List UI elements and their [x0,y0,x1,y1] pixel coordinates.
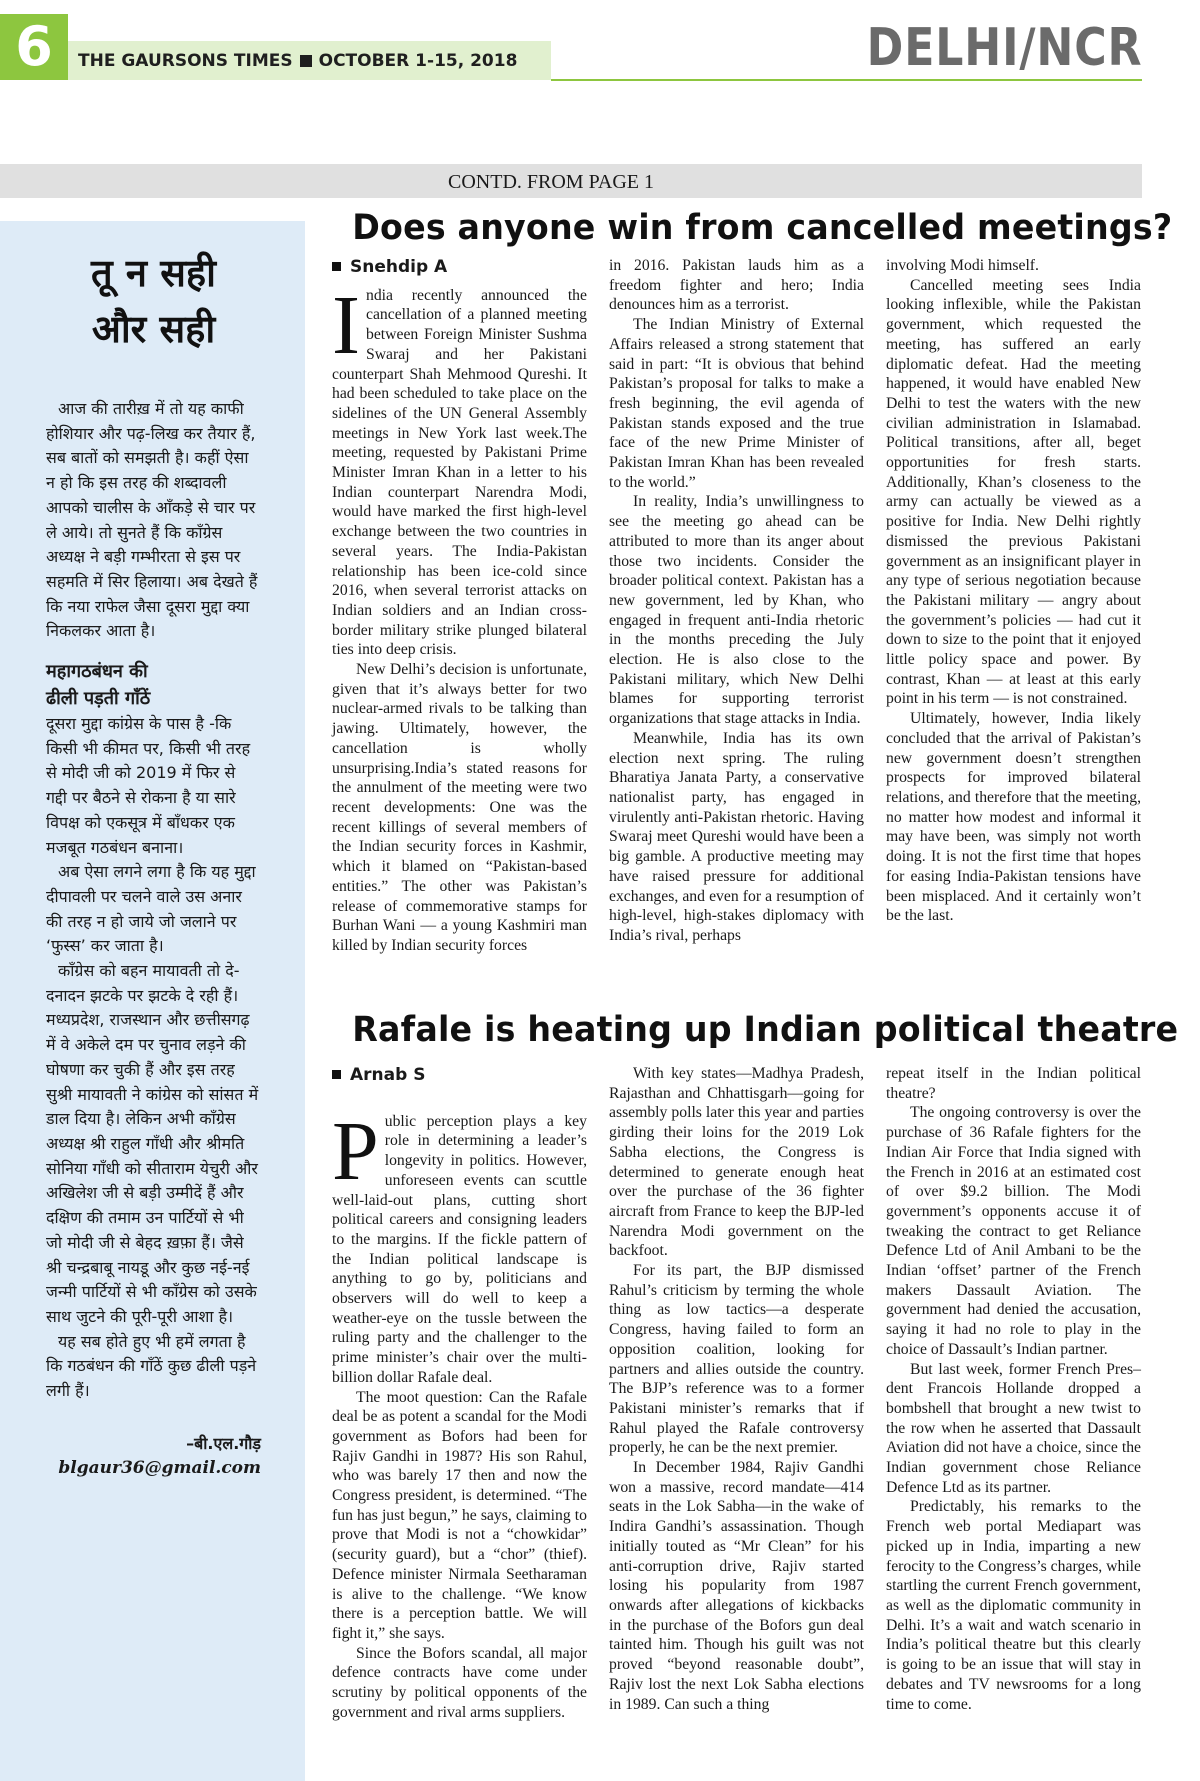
contd-label: CONTD. FROM PAGE 1 [0,164,1142,198]
article-paragraph-text: ublic perception plays a key role in determining a leader’s longevity in politics. However, unforeseen events can scuttle well-laid-out plans, cutting short political careers and consigning leaders to the margins. If the fickle pattern of the Indian political landscape is anything to go by, politicians and observers will do well to keep a weather-eye on the tussle between the ruling party and the challenger to the prime minister’s chair over the multi-billion dollar Rafale deal. [332,1112,587,1386]
author-name: Snehdip A [350,257,448,277]
article-paragraph-text: ndia recently announced the cancellation of a planned meeting between Foreign Minister Sushma Swaraj and her Pakistani counterpart Shah Mehmood Qureshi. It had been scheduled to take place on the sidelines of the UN General Assembly meetings in New York last week.The meeting, requested by Pakistani Prime Minister Imran Khan in a letter to his Indian counterpart Narendra Modi, would have marked the first high-level exchange between the two countries in several years. The India-Pakistan relationship has been ice-cold since 2016, when several terrorist attacks on Indian soldiers and an Indian cross-border military strike plunged bilateral ties into deep crisis. [332,286,587,659]
column-paragraph: यह सब होते हुए भी हमें लगता है कि गठबंधन की गाँठें कुछ ढीली पड़ने लगी हैं। [46,1331,257,1401]
author-email: blgaur36@gmail.com [58,1457,261,1478]
article-paragraph: In December 1984, Rajiv Gandhi won a massive, record mandate—414 seats in the Lok Sabha—in the wake of Indira Gandhi’s assassination. Though initially touted as “Mr Clean” for his anti-corruption drive, Rajiv started losing his popularity from 1987 onwards after allegations of kickbacks in the purchase of the Bofors gun deal tainted him. Though his guilt was not proved “beyond reasonable doubt”, Rajiv lost the next Lok Sabha elections in 1989. Can such a thing [609,1459,864,1713]
column-title-line2: और सही [91,306,216,351]
article-paragraph: Cancelled meeting sees India looking inflexible, while the Pakistan government, which requested the meeting, has suffered an early diplomatic defeat. Had the meeting happened, it would have enabled New Delhi to test the waters with the new civilian administration in Islamabad. Political transitions, after all, beget opportunities for fresh starts. Additionally, Khan’s closeness to the army can actually be viewed as a positive for India. New Delhi rightly dismissed the previous Pakistani government as an insignificant player in any type of serious negotiation because the Pakistani military — angry about the government’s policies — had cut it down to size to the point that it enjoyed little policy space and power. By contrast, Khan — at least at this early point in his term — is not constrained. [886,276,1141,708]
article-column-2 [609,1064,864,1723]
article-column-2 [609,256,864,956]
article-paragraph: involving Modi himself. [886,257,1039,274]
column-subheading-line1: महागठबंधन की [46,661,148,683]
publication-name: THE GAURSONS TIMES [78,51,293,71]
article-headline: Does anyone win from cancelled meetings? [352,208,1173,248]
drop-cap: I [332,278,360,372]
issue-date: OCTOBER 1-15, 2018 [318,51,518,71]
article-paragraph: Predictably, his remarks to the French web portal Mediapart was picked up in India, imparting a new ferocity to the Congress’s charges, while startling the current French government, as well as the diplomatic community in Delhi. It’s a wait and watch scenario in India’s political theatre but this clearly is going to be an issue that will stay in debates and TV newsrooms for a long time to come. [886,1498,1142,1713]
article-paragraph: New Delhi’s decision is unfortunate, given that it’s always better for two nuclear-armed rivals to be talking than jawing. Ultimately, however, the cancellation is wholly unsurprising.India’s stated reasons for the annulment of the meeting were two recent developments: One was the recent killings of several members of the Indian security forces in Kashmir, which it blamed on “Pakistan-based entities.” The other was Pakistan’s release of commemorative stamps for Burhan Wani — a young Kashmiri man killed by Indian security forces [332,661,587,954]
article-paragraph: But last week, former French Pres–dent Francois Hollande dropped a bombshell that brought a new twist to the row when he asserted that Dassault Aviation did not have a choice, since the Indian government chose Reliance Defence Ltd as its partner. [886,1360,1141,1496]
column-subheading [46,658,261,712]
header-rule [551,79,1142,81]
article-paragraph: In reality, India’s unwillingness to see the meeting go ahead can be attributed to more than its anger about those two incidents. Consider the broader political context. Pakistan has a new government, led by Khan, who engaged in frequent anti-India rhetoric in the months preceding the July election. He is also close to the Pakistani military, which New Delhi blames for supporting terrorist organizations that stage attacks in India. [609,493,864,728]
article-paragraph: The Indian Ministry of External Affairs released a strong statement that said in part: “It is obvious that behind Pakistan’s proposal for talks to make a fresh beginning, the evil agenda of Pakistan stands exposed and the true face of the new Prime Minister of Pakistan Imran Khan has been revealed to the world.” [609,316,864,491]
masthead [0,0,1200,110]
byline-square-icon [332,1070,341,1079]
article-paragraph: in 2016. Pakistan lauds him as a freedom fighter and hero; India denounces him as a terrorist. [609,257,864,314]
hindi-column [0,221,305,1781]
column-subheading-line2: ढीली पड़ती गाँठें [46,688,151,710]
author-signature: –बी.एल.गौड़ [186,1433,261,1453]
article-paragraph: With key states—Madhya Pradesh, Rajasthan and Chhattisgarh—going for assembly polls later this year and parties girding their loins for the 2019 Lok Sabha elections, the Congress is determined to generate enough heat over the purchase of the 36 fighter aircraft from France to keep the BJP-led Narendra Modi government on the backfoot. [609,1065,864,1260]
article-byline [332,258,587,278]
article-cancelled-meetings [332,208,1173,956]
article-paragraph: Meanwhile, India has its own election next spring. The ruling Bharatiya Janata Party, a conservative nationalist party, has engaged in virulently anti-Pakistan rhetoric. Having Swaraj meet Qureshi would have been a big gamble. A productive meeting may have raised pressure for additional exchanges, and even for a resumption of high-level, high-stakes diplomacy with India’s rival, perhaps [609,729,864,944]
column-title-line1: तू न सही [91,250,216,295]
article-paragraph: For its part, the BJP dismissed Rahul’s criticism by terming the whole thing as low tactics—a desperate Congress, having failed to form an opposition coalition, looking for partners and allies outside the country. The BJP’s reference was to a former Pakistani minister’s remarks that if Rahul played the Rafale controversy properly, he can be the next premier. [609,1262,864,1457]
article-byline [332,1066,587,1086]
section-name: DELHI/NCR [866,18,1142,78]
column-title [46,245,261,357]
article-rafale [332,1010,1179,1723]
article-column-3 [886,1064,1141,1723]
article-paragraph: The ongoing controversy is over the purchase of 36 Rafale fighters for the Indian Air Force that India signed with the French in 2016 at an estimated cost of over $9.2 billion. The Modi government’s opponents accuse it of tweaking the contract to get Reliance Defence Ltd of Anil Ambani to be the Indian ‘offset’ partner of the French makers Dassault Aviation. The government had denied the accusation, saying it had no role to play in the choice of Dassault’s Indian partner. [886,1104,1141,1358]
author-name: Arnab S [350,1065,426,1085]
article-column-1 [332,1064,587,1723]
drop-cap: P [332,1104,379,1198]
article-paragraph: Ultimately, however, India likely concluded that the arrival of Pakistan’s new government doesn’t strengthen prospects for improved bilateral relations, and therefore that the meeting, no matter how modest and informal it may have been, was simply not worth doing. It is not the first time that hopes for easing India-Pakistan tensions have been misplaced. And it certainly won’t be the last. [886,710,1141,925]
separator-square-icon [300,55,312,67]
column-paragraph: दूसरा मुद्दा कांग्रेस के पास है -कि किसी भी कीमत पर, किसी भी तरह से मोदी जी को 2019 में फिर से गद्दी पर बैठने से रोकना है या सारे विपक्ष को एकसूत्र में बाँधकर एक मजबूत गठबंधन बनाना। [46,714,251,857]
article-paragraph [332,278,587,660]
article-paragraph: repeat itself in the Indian political theatre? [886,1065,1141,1102]
article-paragraph [332,1104,587,1388]
article-headline: Rafale is heating up Indian political theatre [352,1010,1179,1050]
publication-bar [68,41,551,80]
byline-square-icon [332,262,341,271]
article-paragraph: The moot question: Can the Rafale deal be as potent a scandal for the Modi government as Bofors had been for Rajiv Gandhi in 1987? His son Rahul, who was barely 17 then and now the Congress president, is determined. “The fun has just begun,” he says, claiming to prove that Modi is not a “chowkidar” (security guard), but a “chor” (thief). Defence minister Nirmala Seetharaman is alive to the challenge. “We know there is a perception battle. We will fight it,” she says. [332,1388,587,1642]
page-number: 6 [0,14,68,80]
column-paragraph: काँग्रेस को बहन मायावती तो दे-दनादन झटके पर झटके दे रही हैं। मध्यप्रदेश, राजस्थान और छत्तीसगढ़ में वे अकेले दम पर चुनाव लड़ने की घोषणा कर चुकी हैं और इस तरह सुश्री मायावती ने कांग्रेस को सांसत में डाल दिया है। लेकिन अभी कॉंग्रेस अध्यक्ष श्री राहुल गाँधी और श्रीमति सोनिया गाँधी को सीताराम येचुरी और अखिलेश जी से बड़ी उम्मीदें हैं और दक्षिण की तमाम उन पार्टियों से भी जो मोदी जी से बेहद ख़फ़ा हैं। जैसे श्री चन्द्रबाबू नायडू और कुछ नई-नई जन्मी पार्टियों से भी कॉंग्रेस को उसके साथ जुटने की पूरी-पूरी आशा है। [46,961,259,1326]
column-paragraph: आज की तारीख़ में तो यह काफी होशियार और पढ़-लिख कर तैयार हैं, सब बातों को समझती है। कहीं ऐसा न हो कि इस तरह की शब्दावली आपको चालीस के आँकड़े से चार पर ले आये। तो सुनते हैं कि काँग्रेस अध्यक्ष ने बड़ी गम्भीरता से इस पर सहमति में सिर हिलाया। अब देखते हैं कि नया राफेल जैसा दूसरा मुद्दा क्या निकलकर आता है। [46,399,258,641]
article-columns [332,1064,1142,1723]
article-paragraph: Since the Bofors scandal, all major defence contracts have come under scrutiny by political opponents of the government and rival arms suppliers. [332,1644,587,1721]
article-columns [332,256,1142,956]
column-paragraph: अब ऐसा लगने लगा है कि यह मुद्दा दीपावली पर चलने वाले उस अनार की तरह न हो जाये जो जलाने पर ‘फुस्स’ कर जाता है। [46,862,256,956]
article-column-3 [886,256,1141,956]
article-column-1 [332,256,587,956]
